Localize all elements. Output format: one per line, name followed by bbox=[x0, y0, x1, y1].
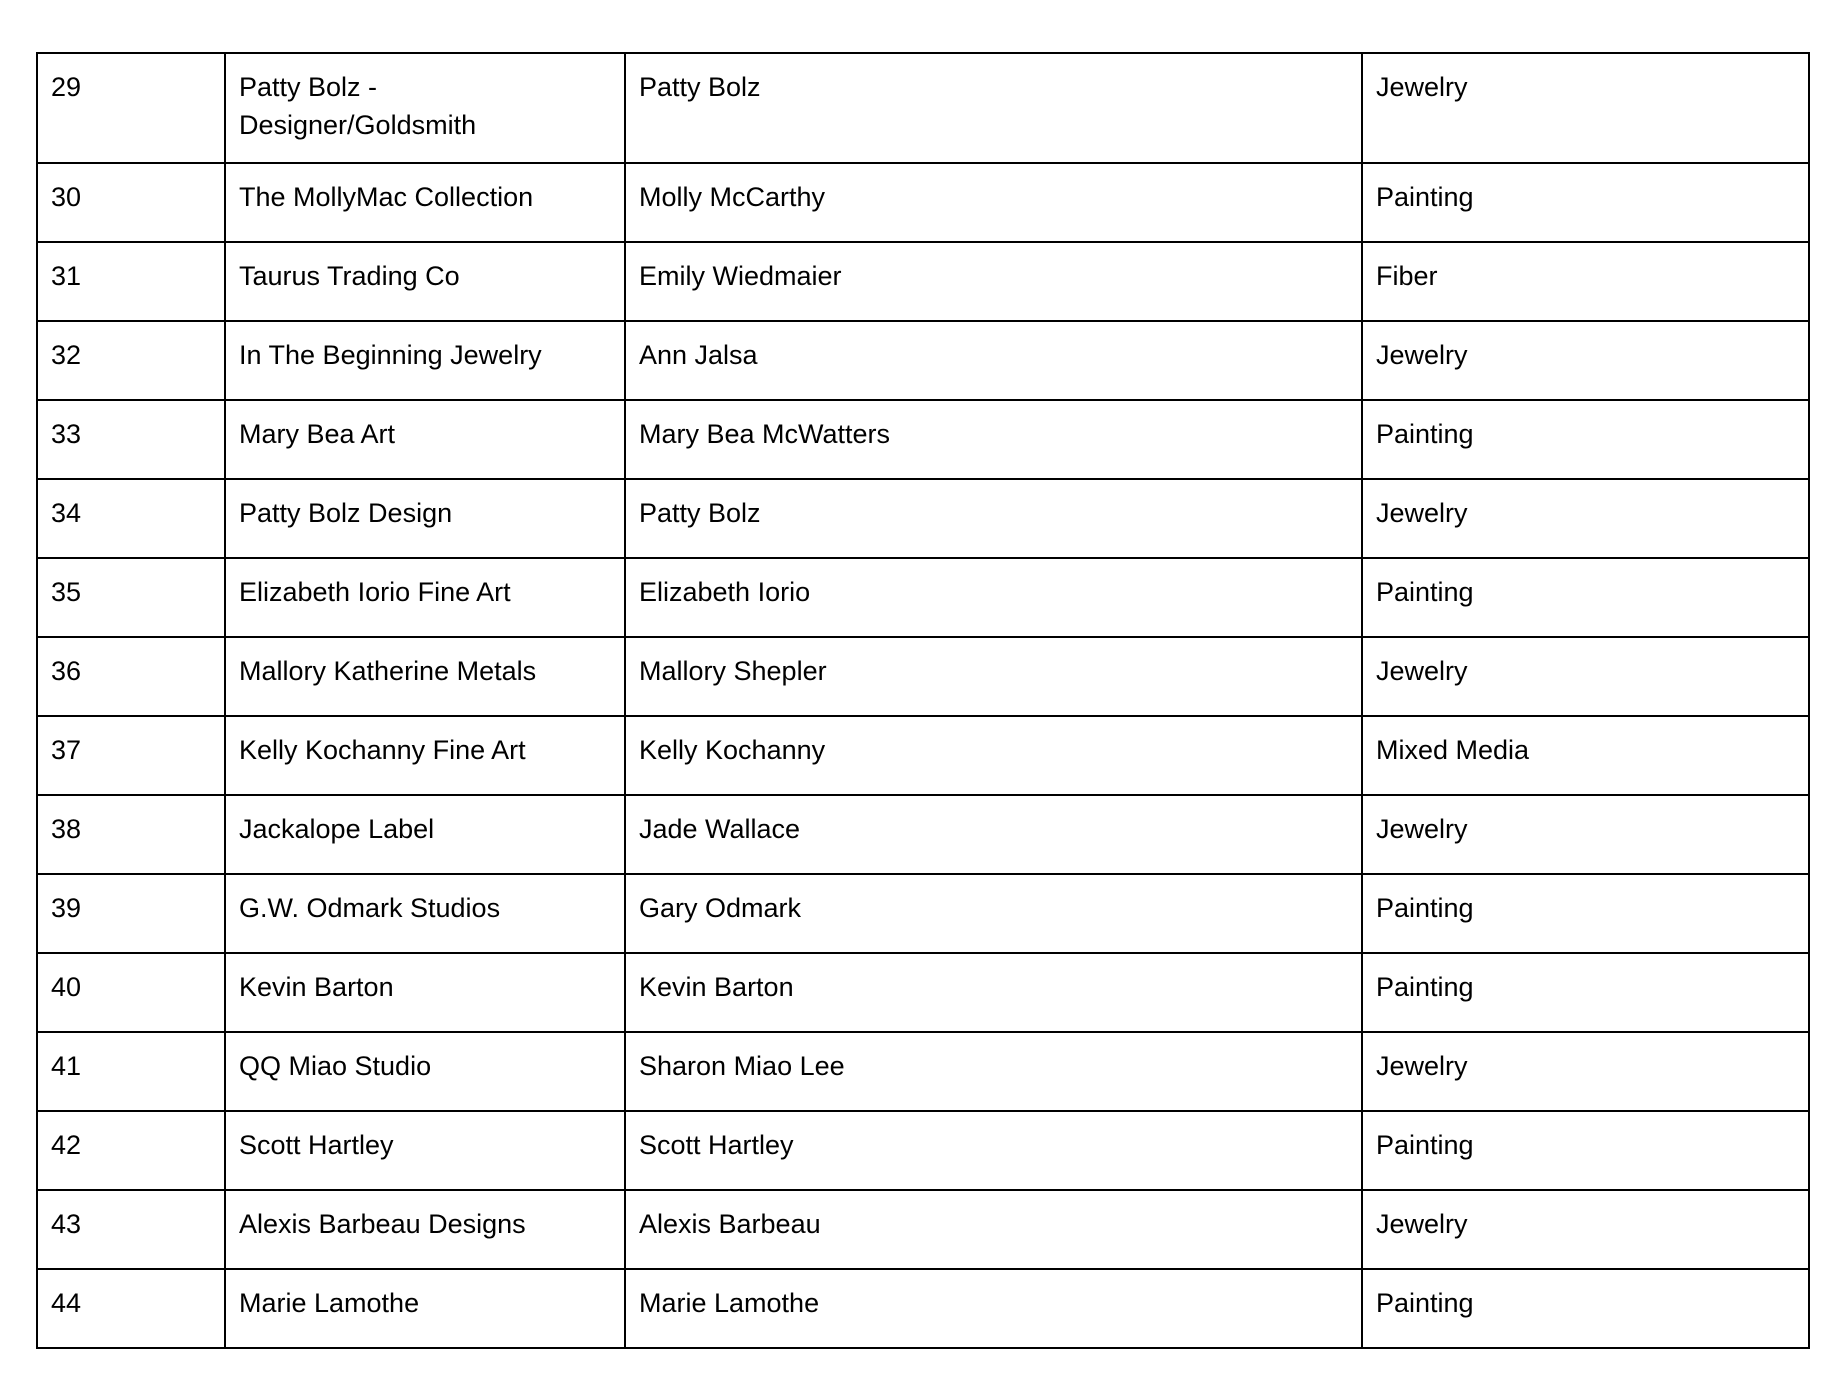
row-number-cell: 39 bbox=[37, 874, 225, 953]
medium-cell: Painting bbox=[1362, 874, 1809, 953]
artist-name-cell: Patty Bolz bbox=[625, 53, 1362, 163]
artist-name-cell: Alexis Barbeau bbox=[625, 1190, 1362, 1269]
business-name-cell: Mary Bea Art bbox=[225, 400, 625, 479]
artist-name-cell: Kevin Barton bbox=[625, 953, 1362, 1032]
business-name-cell: Patty Bolz Design bbox=[225, 479, 625, 558]
artist-name-cell: Molly McCarthy bbox=[625, 163, 1362, 242]
table-row bbox=[37, 1111, 1809, 1190]
artist-name-cell: Jade Wallace bbox=[625, 795, 1362, 874]
table-row bbox=[37, 242, 1809, 321]
artist-name-cell: Scott Hartley bbox=[625, 1111, 1362, 1190]
business-name-cell: In The Beginning Jewelry bbox=[225, 321, 625, 400]
table-row bbox=[37, 1032, 1809, 1111]
artist-name-cell: Marie Lamothe bbox=[625, 1269, 1362, 1348]
row-number-cell: 31 bbox=[37, 242, 225, 321]
business-name-cell: Kevin Barton bbox=[225, 953, 625, 1032]
artist-name-cell: Kelly Kochanny bbox=[625, 716, 1362, 795]
business-name-cell: Jackalope Label bbox=[225, 795, 625, 874]
row-number-cell: 40 bbox=[37, 953, 225, 1032]
medium-cell: Painting bbox=[1362, 558, 1809, 637]
business-name-cell: Taurus Trading Co bbox=[225, 242, 625, 321]
table-row bbox=[37, 321, 1809, 400]
business-name-cell: Elizabeth Iorio Fine Art bbox=[225, 558, 625, 637]
business-name-cell: Alexis Barbeau Designs bbox=[225, 1190, 625, 1269]
artist-name-cell: Ann Jalsa bbox=[625, 321, 1362, 400]
table-row bbox=[37, 637, 1809, 716]
artist-name-cell: Gary Odmark bbox=[625, 874, 1362, 953]
table-row bbox=[37, 163, 1809, 242]
row-number-cell: 29 bbox=[37, 53, 225, 163]
row-number-cell: 44 bbox=[37, 1269, 225, 1348]
medium-cell: Painting bbox=[1362, 163, 1809, 242]
row-number-cell: 35 bbox=[37, 558, 225, 637]
table-row bbox=[37, 1269, 1809, 1348]
row-number-cell: 38 bbox=[37, 795, 225, 874]
medium-cell: Jewelry bbox=[1362, 1190, 1809, 1269]
artist-name-cell: Mary Bea McWatters bbox=[625, 400, 1362, 479]
table-row bbox=[37, 400, 1809, 479]
table-row bbox=[37, 558, 1809, 637]
medium-cell: Painting bbox=[1362, 1111, 1809, 1190]
medium-cell: Jewelry bbox=[1362, 1032, 1809, 1111]
artist-name-cell: Sharon Miao Lee bbox=[625, 1032, 1362, 1111]
row-number-cell: 32 bbox=[37, 321, 225, 400]
business-name-cell: Patty Bolz - Designer/Goldsmith bbox=[225, 53, 625, 163]
medium-cell: Jewelry bbox=[1362, 637, 1809, 716]
medium-cell: Painting bbox=[1362, 1269, 1809, 1348]
medium-cell: Painting bbox=[1362, 400, 1809, 479]
table-row bbox=[37, 53, 1809, 163]
row-number-cell: 37 bbox=[37, 716, 225, 795]
business-name-cell: Mallory Katherine Metals bbox=[225, 637, 625, 716]
medium-cell: Jewelry bbox=[1362, 53, 1809, 163]
medium-cell: Mixed Media bbox=[1362, 716, 1809, 795]
business-name-cell: Marie Lamothe bbox=[225, 1269, 625, 1348]
row-number-cell: 30 bbox=[37, 163, 225, 242]
row-number-cell: 43 bbox=[37, 1190, 225, 1269]
artist-name-cell: Elizabeth Iorio bbox=[625, 558, 1362, 637]
table-row bbox=[37, 795, 1809, 874]
row-number-cell: 33 bbox=[37, 400, 225, 479]
table-row bbox=[37, 479, 1809, 558]
row-number-cell: 41 bbox=[37, 1032, 225, 1111]
medium-cell: Jewelry bbox=[1362, 479, 1809, 558]
artist-name-cell: Mallory Shepler bbox=[625, 637, 1362, 716]
business-name-cell: Scott Hartley bbox=[225, 1111, 625, 1190]
row-number-cell: 36 bbox=[37, 637, 225, 716]
business-name-cell: Kelly Kochanny Fine Art bbox=[225, 716, 625, 795]
medium-cell: Jewelry bbox=[1362, 321, 1809, 400]
medium-cell: Jewelry bbox=[1362, 795, 1809, 874]
medium-cell: Painting bbox=[1362, 953, 1809, 1032]
table-row bbox=[37, 874, 1809, 953]
table-row bbox=[37, 1190, 1809, 1269]
table-row bbox=[37, 716, 1809, 795]
row-number-cell: 34 bbox=[37, 479, 225, 558]
row-number-cell: 42 bbox=[37, 1111, 225, 1190]
business-name-cell: The MollyMac Collection bbox=[225, 163, 625, 242]
business-name-cell: G.W. Odmark Studios bbox=[225, 874, 625, 953]
artist-name-cell: Patty Bolz bbox=[625, 479, 1362, 558]
vendor-table bbox=[36, 52, 1810, 1349]
medium-cell: Fiber bbox=[1362, 242, 1809, 321]
artist-name-cell: Emily Wiedmaier bbox=[625, 242, 1362, 321]
business-name-cell: QQ Miao Studio bbox=[225, 1032, 625, 1111]
table-row bbox=[37, 953, 1809, 1032]
